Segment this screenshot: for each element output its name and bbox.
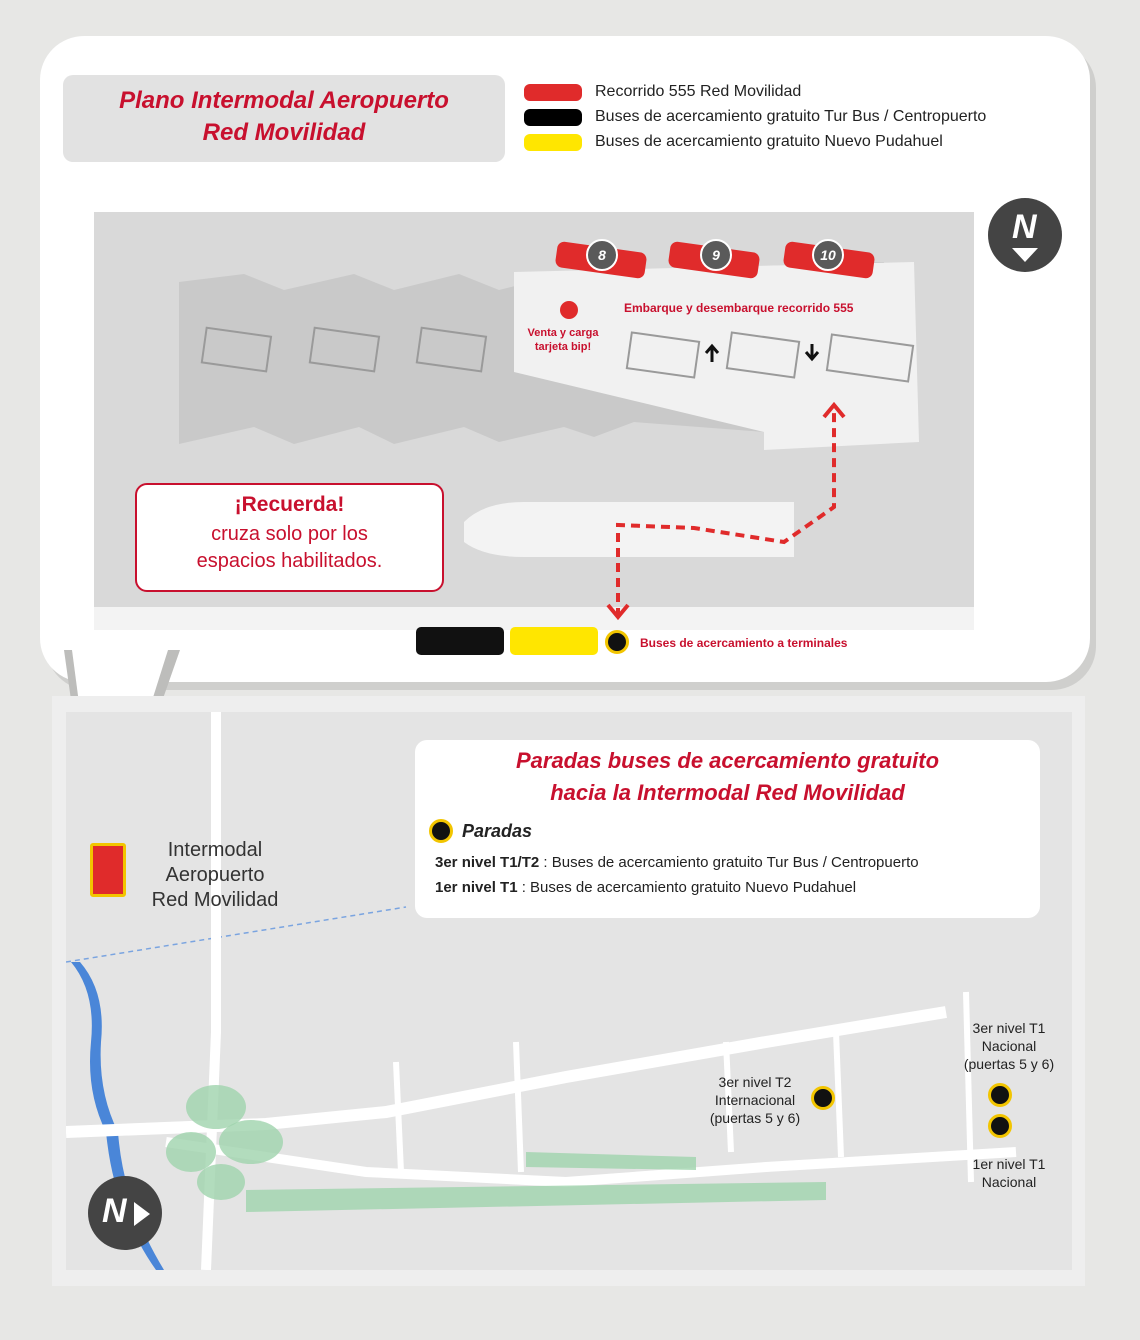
- stop-t1-nacional-lower: [988, 1114, 1012, 1138]
- reminder-line2: espacios habilitados.: [196, 550, 383, 572]
- north-arrow-icon: [1010, 246, 1040, 264]
- reminder-title: ¡Recuerda!: [234, 493, 345, 516]
- shuttle-yellow-swatch: [510, 627, 598, 655]
- stop-t1-upper-label: [950, 1019, 1068, 1073]
- stop-t1-nacional-upper: [988, 1083, 1012, 1107]
- shuttle-stop-icon: [605, 630, 629, 654]
- bay-8-number: 8: [586, 239, 618, 271]
- north-indicator-bottom: [88, 1176, 162, 1250]
- info-line-turbus-desc: : Buses de acercamiento gratuito Tur Bus / Centropuerto: [539, 854, 919, 871]
- info-line-turbus: [435, 854, 919, 871]
- stop-t2-label: [695, 1073, 815, 1127]
- north-letter-bottom: N: [102, 1192, 127, 1230]
- shuttle-black-swatch: [416, 627, 504, 655]
- map-title-line2: Red Movilidad: [202, 119, 366, 146]
- shuttle-label: Buses de acercamiento a terminales: [640, 636, 848, 650]
- stop-t1-lower-label-line1: 1er nivel T1: [972, 1156, 1046, 1172]
- legend-label-pudahuel: Buses de acercamiento gratuito Nuevo Pudahuel: [595, 133, 943, 150]
- stop-t2-label-line1: 3er nivel T2: [718, 1074, 792, 1090]
- stop-t1-lower-label-line2: Nacional: [981, 1174, 1037, 1190]
- stops-legend-icon: [429, 819, 453, 843]
- bay-9-number: 9: [700, 239, 732, 271]
- legend-swatch-pudahuel: [524, 134, 582, 151]
- info-title-line1: Paradas buses de acercamiento gratuito: [515, 748, 940, 773]
- intermodal-label: [140, 838, 290, 913]
- reminder-box: [135, 483, 444, 592]
- stop-t1-upper-label-line2: Nacional: [981, 1038, 1037, 1054]
- stops-heading: Paradas: [462, 821, 533, 841]
- legend-label-turbus: Buses de acercamiento gratuito Tur Bus / Centropuerto: [595, 108, 987, 125]
- bip-label-line1: Venta y carga: [527, 327, 599, 339]
- stop-t2-label-line3: (puertas 5 y 6): [709, 1110, 801, 1126]
- north-indicator-top: [988, 198, 1062, 272]
- map-title-box: [63, 75, 505, 162]
- stop-t1-upper-label-line3: (puertas 5 y 6): [963, 1056, 1055, 1072]
- info-line-pudahuel-level: 1er nivel T1: [435, 879, 518, 896]
- legend-swatch-turbus: [524, 109, 582, 126]
- map-title-line1: Plano Intermodal Aeropuerto: [119, 87, 449, 114]
- info-line-turbus-level: 3er nivel T1/T2: [435, 854, 540, 871]
- info-title-line2: hacia la Intermodal Red Movilidad: [550, 780, 905, 805]
- intermodal-marker: [90, 843, 126, 897]
- bay-10-number: 10: [812, 239, 844, 271]
- info-line-pudahuel: [435, 879, 856, 896]
- reminder-line1: cruza solo por los: [211, 523, 368, 545]
- intermodal-label-line1: Intermodal: [167, 839, 263, 861]
- north-arrow-right-icon: [132, 1200, 152, 1228]
- north-letter-top: N: [1012, 208, 1037, 246]
- intermodal-label-line2: Aeropuerto: [165, 864, 265, 886]
- intermodal-label-line3: Red Movilidad: [151, 889, 279, 911]
- legend-swatch-555: [524, 84, 582, 101]
- bip-label-line2: tarjeta bip!: [534, 341, 592, 353]
- info-line-pudahuel-desc: : Buses de acercamiento gratuito Nuevo Pudahuel: [517, 879, 857, 896]
- stop-t1-lower-label: [950, 1155, 1068, 1191]
- stop-t2-label-line2: Internacional: [714, 1092, 796, 1108]
- legend-label-555: Recorrido 555 Red Movilidad: [595, 83, 802, 100]
- boarding-label: Embarque y desembarque recorrido 555: [624, 301, 854, 315]
- stop-t1-upper-label-line1: 3er nivel T1: [972, 1020, 1046, 1036]
